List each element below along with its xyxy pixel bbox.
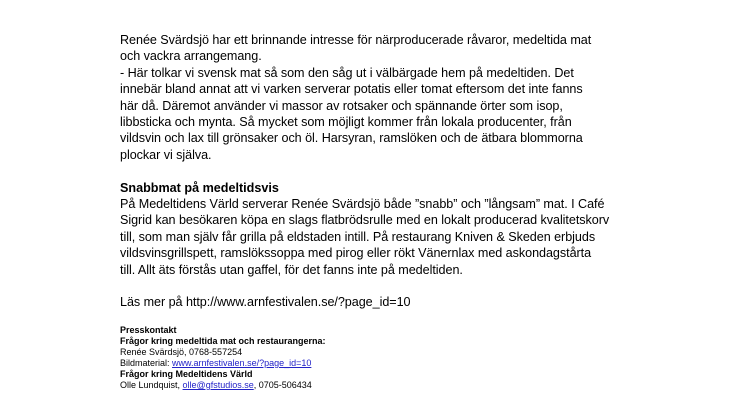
image-material-line <box>120 358 640 369</box>
image-material-label: Bildmaterial: <box>120 357 173 368</box>
intro-line: här då. Däremot använder vi massor av rotsaker och spännande örter som isop, <box>120 98 563 113</box>
contact-phone: , 0705-506434 <box>253 379 312 390</box>
section-snabbmat <box>120 180 640 278</box>
intro-line: innebär bland annat att vi varken serverar potatis eller tomat eftersom det inte fanns <box>120 82 583 97</box>
intro-paragraph <box>120 32 640 163</box>
document-body <box>120 32 640 391</box>
contact-question-food: Frågor kring medeltida mat och restaurangerna: <box>120 335 326 346</box>
section-line: till, som man själv får grilla på eldstaden intill. På restaurang Kniven & Skeden erbjuds <box>120 229 596 244</box>
intro-line: Renée Svärdsjö har ett brinnande intresse för närproducerade råvaror, medeltida mat <box>120 33 592 47</box>
read-more-text: Läs mer på http://www.arnfestivalen.se/?page_id=10 <box>120 295 411 310</box>
section-line: vildsvinsgrillspett, ramslökssoppa med pirog eller rökt Vänernlax med askondagstårta <box>120 246 592 261</box>
contact-question-world: Frågor kring Medeltidens Värld <box>120 368 253 379</box>
email-link[interactable]: olle@gfstudios.se <box>182 379 254 390</box>
section-line: På Medeltidens Värld serverar Renée Svärdsjö både ”snabb” och ”långsam” mat. I Café <box>120 197 605 212</box>
intro-line: vildsvin och lax till grönsaker och öl. Harsyran, ramslöken och de ätbara blommorna <box>120 131 583 146</box>
section-heading: Snabbmat på medeltidsvis <box>120 180 279 195</box>
spacer <box>120 278 640 294</box>
intro-line: - Här tolkar vi svensk mat så som den såg ut i välbärgade hem på medeltiden. Det <box>120 65 574 80</box>
intro-line: plockar vi själva. <box>120 147 212 162</box>
contact-person-olle <box>120 380 640 391</box>
spacer <box>120 163 640 179</box>
intro-line: libbsticka och mynta. Så mycket som möjligt kommer från lokala producenter, från <box>120 115 572 130</box>
image-material-link[interactable]: www.arnfestivalen.se/?page_id=10 <box>172 357 312 368</box>
intro-line: och vackra arrangemang. <box>120 49 262 64</box>
press-contact-block <box>120 325 640 391</box>
contact-person-renee: Renée Svärdsjö, 0768-557254 <box>120 346 243 357</box>
press-contact-title: Presskontakt <box>120 324 177 335</box>
section-line: till. Allt äts förstås utan gaffel, för det fanns inte på medeltiden. <box>120 262 463 277</box>
section-line: Sigrid kan besökaren köpa en slags flatbrödsrulle med en lokalt producerad kvalitetskorv <box>120 213 610 228</box>
contact-name: Olle Lundquist, <box>120 379 183 390</box>
